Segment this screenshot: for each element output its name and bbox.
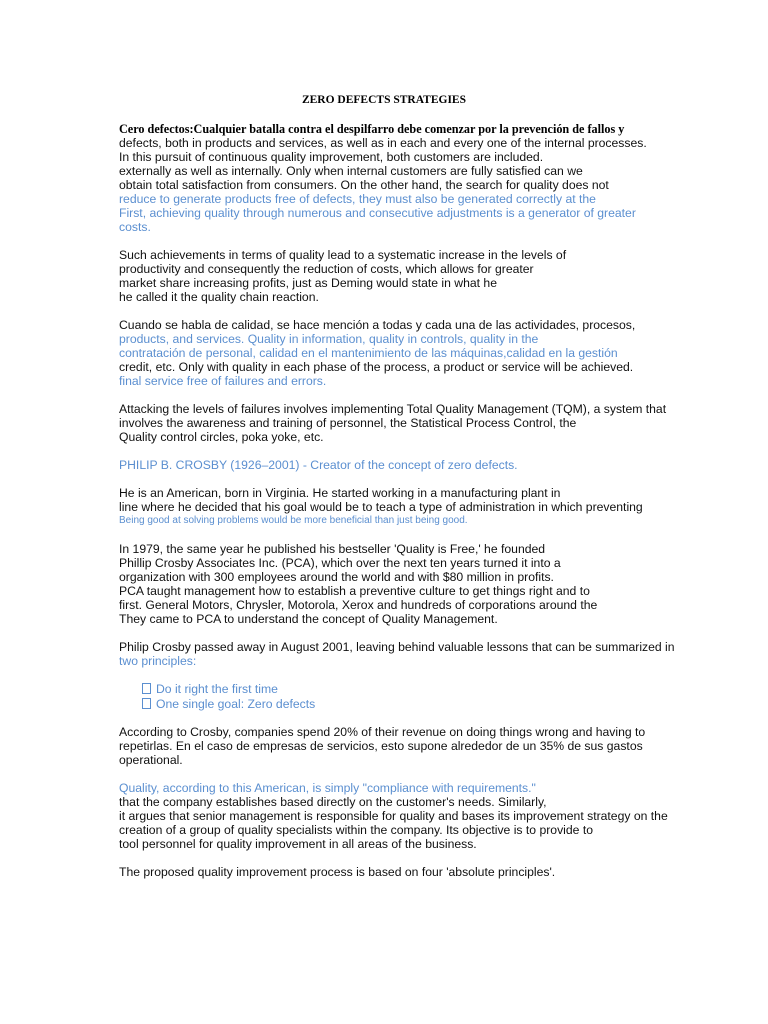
paragraph-5-line-3: Being good at solving problems would be more beneficial than just being good. — [119, 515, 468, 526]
paragraph-1-line-8: costs. — [119, 220, 151, 234]
principle-text-2: One single goal: Zero defects — [156, 697, 316, 711]
paragraph-3-line-1: Cuando se habla de calidad, se hace mención a todas y cada una de las actividades, procesos, — [119, 318, 636, 332]
paragraph-6-line-1: In 1979, the same year he published his bestseller 'Quality is Free,' he founded — [119, 542, 546, 556]
principle-item-2 — [142, 697, 315, 711]
paragraph-2-line-3: market share increasing profits, just as Deming would state in what he — [119, 276, 497, 290]
bullet-box-icon — [142, 683, 151, 694]
paragraph-1-line-4: externally as well as internally. Only when internal customers are fully satisfied can we — [119, 164, 583, 178]
paragraph-3-line-2: products, and services. Quality in information, quality in controls, quality in the — [119, 332, 539, 346]
paragraph-1-line-1: Cero defectos:Cualquier batalla contra el despilfarro debe comenzar por la prevención de fallos y — [119, 122, 625, 136]
paragraph-1-line-6: reduce to generate products free of defects, they must also be generated correctly at the — [119, 192, 596, 206]
paragraph-9-line-5: tool personnel for quality improvement in all areas of the business. — [119, 837, 477, 851]
paragraph-4-line-3: Quality control circles, poka yoke, etc. — [119, 430, 324, 444]
paragraph-10-line-1: The proposed quality improvement process is based on four 'absolute principles'. — [119, 865, 556, 879]
paragraph-2-line-2: productivity and consequently the reduction of costs, which allows for greater — [119, 262, 534, 276]
paragraph-4-line-2: involves the awareness and training of personnel, the Statistical Process Control, the — [119, 416, 577, 430]
principle-text-1: Do it right the first time — [156, 682, 278, 696]
paragraph-5-line-1: He is an American, born in Virginia. He started working in a manufacturing plant in — [119, 486, 561, 500]
paragraph-8-line-2: repetirlas. En el caso de empresas de servicios, esto supone alrededor de un 35% de sus gastos — [119, 739, 643, 753]
crosby-heading: PHILIP B. CROSBY (1926–2001) - Creator of the concept of zero defects. — [119, 458, 518, 472]
paragraph-5-line-2: line where he decided that his goal would be to teach a type of administration in which preventing — [119, 500, 643, 514]
paragraph-1-line-3: In this pursuit of continuous quality improvement, both customers are included. — [119, 150, 544, 164]
paragraph-1-line-5: obtain total satisfaction from consumers. On the other hand, the search for quality does not — [119, 178, 609, 192]
paragraph-8-line-3: operational. — [119, 753, 183, 767]
paragraph-6-line-2: Phillip Crosby Associates Inc. (PCA), which over the next ten years turned it into a — [119, 556, 561, 570]
paragraph-2-line-4: he called it the quality chain reaction. — [119, 290, 319, 304]
paragraph-9-line-1: Quality, according to this American, is simply "compliance with requirements." — [119, 781, 536, 795]
principle-item-1 — [142, 682, 278, 696]
paragraph-9-line-4: creation of a group of quality specialists within the company. Its objective is to provide to — [119, 823, 593, 837]
paragraph-3-line-3: contratación de personal, calidad en el mantenimiento de las máquinas,calidad en la gestión — [119, 346, 618, 360]
paragraph-3-line-4: credit, etc. Only with quality in each phase of the process, a product or service will be achieved. — [119, 360, 634, 374]
document-title: ZERO DEFECTS STRATEGIES — [301, 94, 467, 106]
paragraph-9-line-2: that the company establishes based directly on the customer's needs. Similarly, — [119, 795, 547, 809]
paragraph-4-line-1: Attacking the levels of failures involves implementing Total Quality Management (TQM), a system that — [119, 402, 667, 416]
paragraph-8-line-1: According to Crosby, companies spend 20% of their revenue on doing things wrong and having to — [119, 725, 646, 739]
paragraph-7-line-1: Philip Crosby passed away in August 2001, leaving behind valuable lessons that can be summarized in — [119, 640, 675, 654]
paragraph-7-line-2: two principles: — [119, 654, 197, 668]
paragraph-3-line-5: final service free of failures and errors. — [119, 374, 327, 388]
paragraph-1-line-2: defects, both in products and services, as well as in each and every one of the internal processes. — [119, 136, 647, 150]
paragraph-9-line-3: it argues that senior management is responsible for quality and bases its improvement strategy on the — [119, 809, 668, 823]
paragraph-6-line-5: first. General Motors, Chrysler, Motorola, Xerox and hundreds of corporations around the — [119, 598, 598, 612]
bullet-box-icon — [142, 698, 151, 709]
paragraph-6-line-4: PCA taught management how to establish a preventive culture to get things right and to — [119, 584, 590, 598]
paragraph-2-line-1: Such achievements in terms of quality lead to a systematic increase in the levels of — [119, 248, 567, 262]
paragraph-6-line-3: organization with 300 employees around the world and with $80 million in profits. — [119, 570, 554, 584]
paragraph-1-line-7: First, achieving quality through numerous and consecutive adjustments is a generator of greater — [119, 206, 636, 220]
paragraph-6-line-6: They came to PCA to understand the concept of Quality Management. — [119, 612, 498, 626]
